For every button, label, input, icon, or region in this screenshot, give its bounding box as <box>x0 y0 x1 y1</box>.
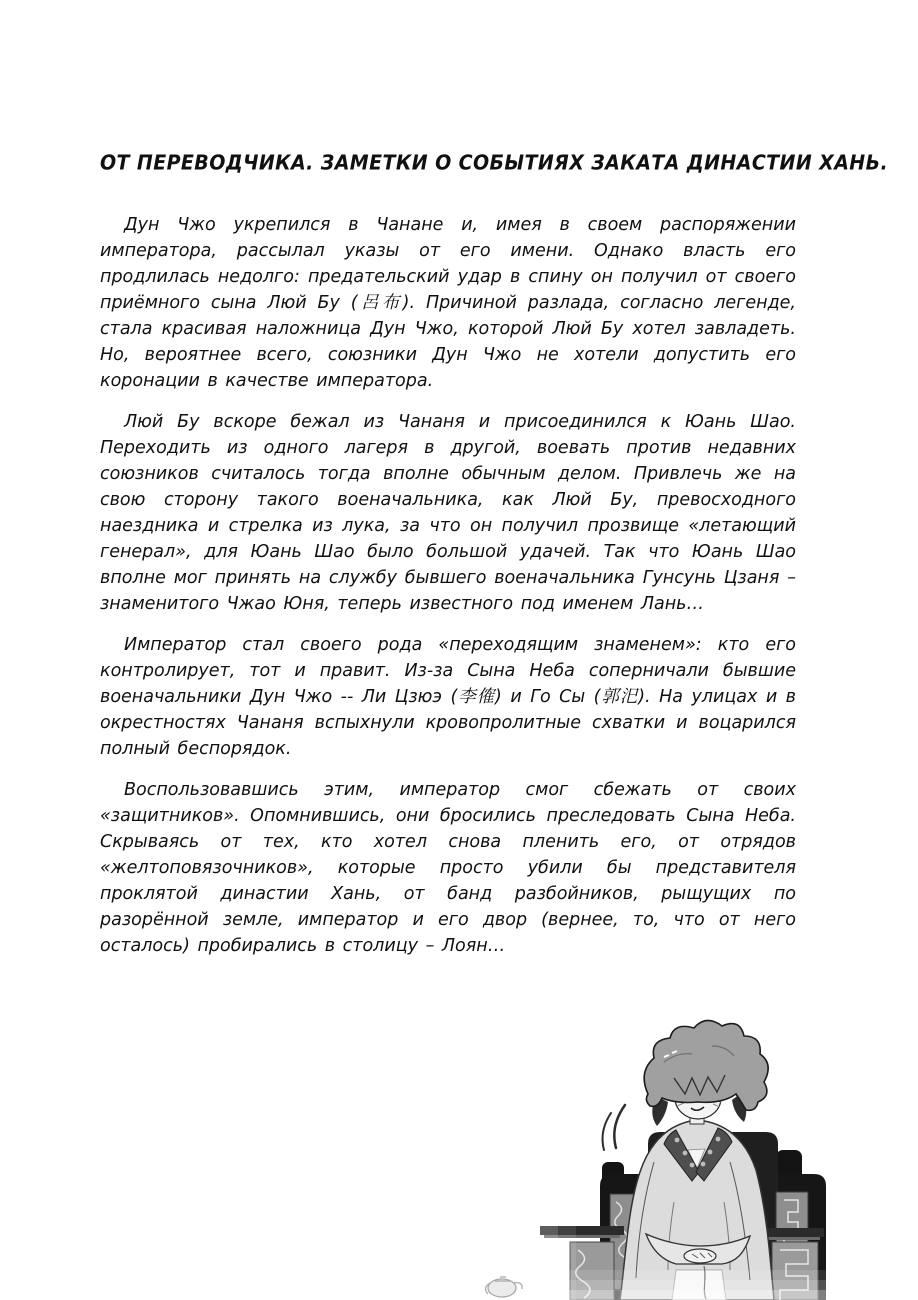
emperor-illustration <box>478 1002 918 1300</box>
motion-lines-icon <box>603 1105 625 1150</box>
page-title: ОТ ПЕРЕВОДЧИКА. ЗАМЕТКИ О СОБЫТИЯХ ЗАКАТА ДИНАСТИИ ХАНЬ. <box>100 151 889 175</box>
paragraph-3: Император стал своего рода «переходящим знаменем»: кто его контролирует, тот и правит. Из-за Сына Неба соперничали бывшие военачальники Дун Чжо -- Ли Цзюэ (李傕) и Го Сы (郭汜). На улицах и в окрестностях Чананя вспыхнули кровопролитные схватки и воцарился полный беспорядок. <box>100 635 796 759</box>
paragraph-1: Дун Чжо укрепился в Чанане и, имея в своем распоряжении императора, рассылал указы от его имени. Однако власть его продлилась недолго: предательский удар в спину он получил от своего приёмного сына Люй Бу (呂布). Причиной разлада, согласно легенде, стала красивая наложница Дун Чжо, которой Люй Бу хотел завладеть. Но, вероятнее всего, союзники Дун Чжо не хотели допустить его коронации в качестве императора. <box>100 215 796 391</box>
emperor-on-throne-drawing <box>478 1002 918 1300</box>
emperor-character <box>620 1020 774 1300</box>
translator-notes <box>100 151 889 974</box>
paragraph-4: Воспользовавшись этим, император смог сбежать от своих «защитников». Опомнившись, они бросились преследовать Сына Неба. Скрываясь от тех, кто хотел снова пленить его, от отрядов «желтоповязочников», которые просто убили бы представителя проклятой династии Хань, от банд разбойников, рыщущих по разорённой земле, император и его двор (вернее, то, что от него осталось) пробирались в столицу – Лоян… <box>100 780 796 956</box>
paragraph-2: Люй Бу вскоре бежал из Чананя и присоединился к Юань Шао. Переходить из одного лагеря в другой, воевать против недавних союзников считалось тогда вполне обычным делом. Привлечь же на свою сторону такого военачальника, как Люй Бу, превосходного наездника и стрелка из лука, за что он получил прозвище «летающий генерал», для Юань Шао было большой удачей. Так что Юань Шао вполне мог принять на службу бывшего военачальника Гунсунь Цзаня – знаменитого Чжао Юня, теперь известного под именем Лань… <box>100 412 796 614</box>
